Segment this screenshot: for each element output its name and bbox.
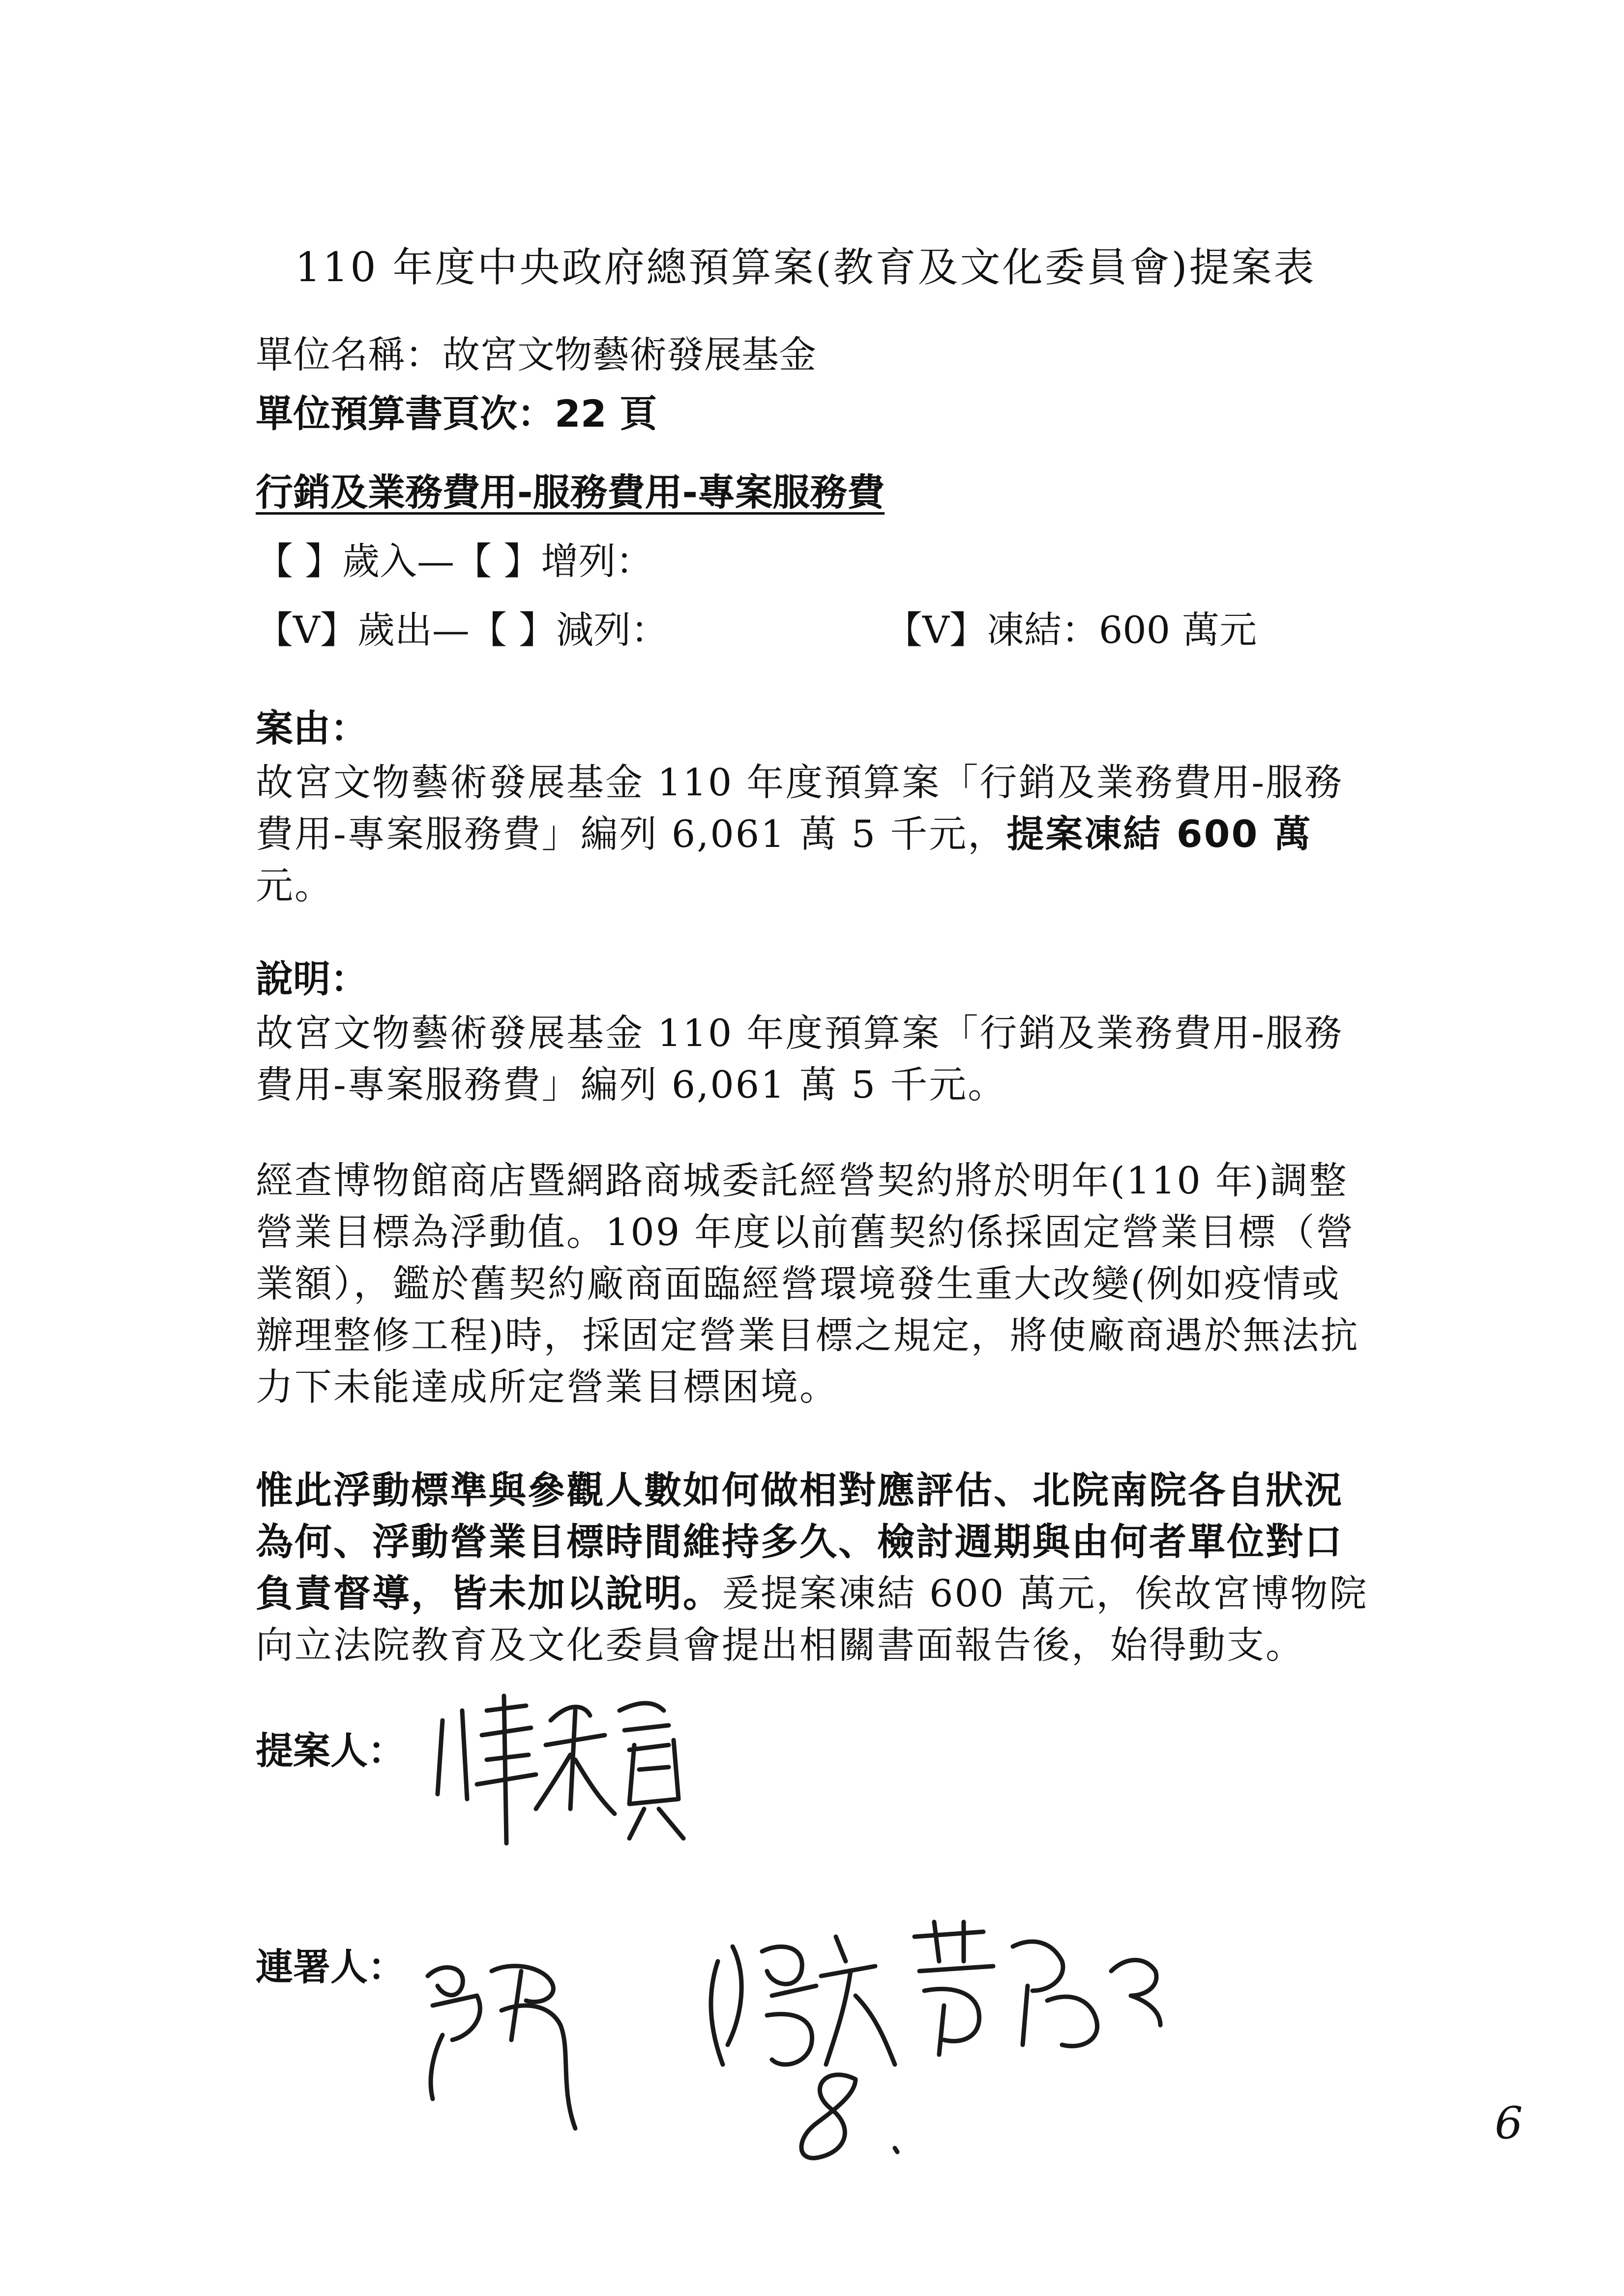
option-expense: 【V】歲出—【 】減列： — [256, 608, 669, 652]
explanation-heading: 說明： — [256, 957, 368, 1001]
document-title: 110 年度中央政府總預算案(教育及文化委員會)提案表 — [295, 244, 1316, 291]
option-revenue: 【 】歲入—【 】增列： — [256, 539, 653, 583]
explanation-p2-line: 力下未能達成所定營業目標困境。 — [256, 1365, 838, 1409]
explanation-p2-line: 營業目標為浮動值。109 年度以前舊契約係採固定營業目標（營 — [256, 1210, 1355, 1254]
explanation-p3-line: 向立法院教育及文化委員會提出相關書面報告後，始得動支。 — [256, 1623, 1304, 1667]
reason-line-3: 元。 — [256, 864, 333, 907]
explanation-p3-line: 為何、浮動營業目標時間維持多久、檢討週期與由何者單位對口 — [256, 1520, 1343, 1564]
cosigner-label: 連署人： — [256, 1945, 405, 1989]
reason-line-2 — [256, 814, 1312, 855]
explanation-p3-line: 惟此浮動標準與參觀人數如何做相對應評估、北院南院各自狀況 — [256, 1468, 1343, 1512]
explanation-p1-line: 故宮文物藝術發展基金 110 年度預算案「行銷及業務費用-服務 — [256, 1011, 1344, 1055]
explanation-p3-bold-part: 負責督導，皆未加以說明。 — [256, 1571, 722, 1615]
explanation-p2-line: 業額），鑑於舊契約廠商面臨經營環境發生重大改變(例如疫情或 — [256, 1262, 1341, 1306]
reason-freeze-text: 提案凍結 600 萬 — [1006, 812, 1312, 856]
unit-name: 單位名稱：故宮文物藝術發展基金 — [256, 333, 816, 377]
proposer-signature — [423, 1681, 698, 1848]
explanation-p3-normal-part: 爰提案凍結 600 萬元，俟故宮博物院 — [722, 1571, 1368, 1615]
explanation-p3-line — [256, 1573, 1368, 1614]
budget-item: 行銷及業務費用-服務費用-專案服務費 — [256, 470, 885, 514]
explanation-p2-line: 經查博物館商店暨網路商城委託經營契約將於明年(110 年)調整 — [256, 1159, 1348, 1202]
proposer-label: 提案人： — [256, 1729, 405, 1773]
cosigner-signature-1 — [413, 1942, 620, 2148]
explanation-p2-line: 辦理整修工程)時，採固定營業目標之規定，將使廠商遇於無法抗 — [256, 1313, 1359, 1357]
explanation-p1-line: 費用-專案服務費」編列 6,061 萬 5 千元。 — [256, 1063, 1007, 1106]
reason-line-1: 故宮文物藝術發展基金 110 年度預算案「行銷及業務費用-服務 — [256, 760, 1344, 804]
page-number: 6 — [1495, 2097, 1523, 2149]
reason-line-2-text: 費用-專案服務費」編列 6,061 萬 5 千元， — [256, 812, 1007, 856]
reason-heading: 案由： — [256, 706, 368, 750]
budget-page: 單位預算書頁次：22 頁 — [256, 392, 657, 436]
option-freeze: 【V】凍結：600 萬元 — [885, 608, 1257, 652]
cosigner-signature-2 — [688, 1917, 1239, 2173]
